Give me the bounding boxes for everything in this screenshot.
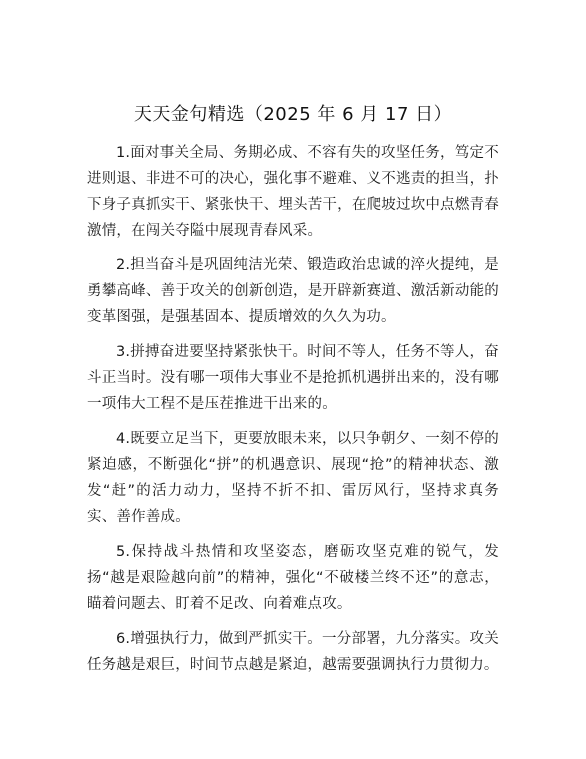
paragraph-5: 5.保持战斗热情和攻坚姿态，磨砺攻坚克难的锐气，发扬“越是艰险越向前”的精神，强化“不破楼兰终不还”的意志，瞄着问题去、盯着不足改、向着难点攻。	[87, 544, 499, 612]
paragraph-2: 2.担当奋斗是巩固纯洁光荣、锻造政治忠诚的淬火提纯，是勇攀高峰、善于攻关的创新创造，是开辟新赛道、激活新动能的变革图强，是强基固本、提质增效的久久为功。	[87, 257, 499, 325]
paragraph-3: 3.拼搏奋进要坚持紧张快干。时间不等人，任务不等人，奋斗正当时。没有哪一项伟大事业不是抢抓机遇拼出来的，没有哪一项伟大工程不是压茬推进干出来的。	[87, 344, 499, 412]
paragraph-1: 1.面对事关全局、务期必成、不容有失的攻坚任务，笃定不进则退、非进不可的决心，强化事不避难、义不逃责的担当，扑下身子真抓实干、紧张快干、埋头苦干，在爬坡过坎中点燃青春激情，在闯关夺隘中展现青春风采。	[87, 145, 499, 239]
document-title: 天天金句精选（2025 年 6 月 17 日）	[133, 104, 453, 125]
paragraph-6: 6.增强执行力，做到严抓实干。一分部署，九分落实。攻关任务越是艰巨，时间节点越是紧迫，越需要强调执行力贯彻力。	[87, 631, 499, 673]
paragraph-4: 4.既要立足当下，更要放眼未来，以只争朝夕、一刻不停的紧迫感，不断强化“拼”的机遇意识、展现“抢”的精神状态、激发“赶”的活力动力，坚持不折不扣、雷厉风行，坚持求真务实、善作善成。	[87, 431, 499, 525]
